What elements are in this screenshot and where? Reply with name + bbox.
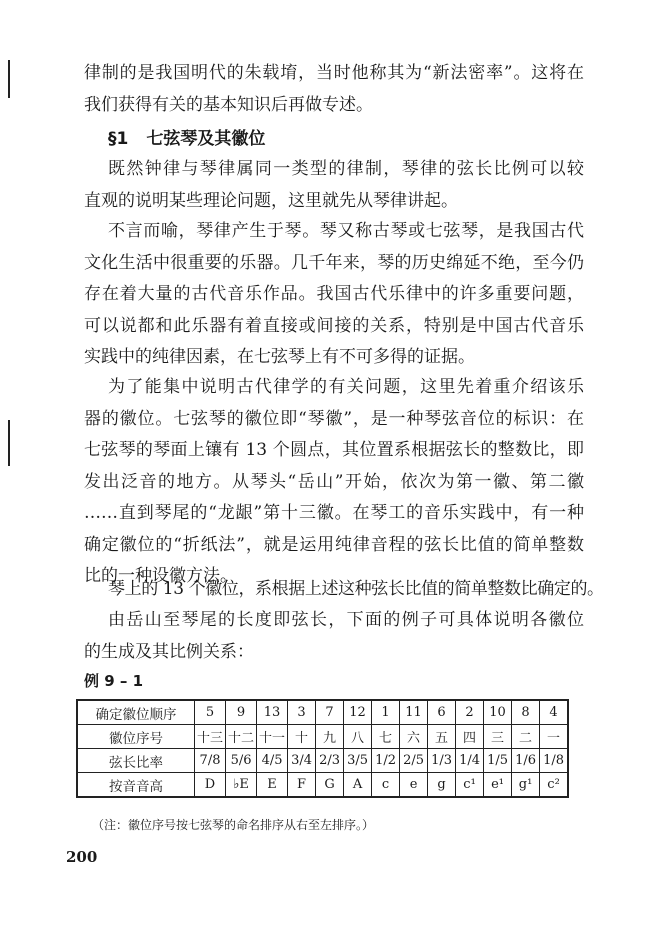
table-cell: 十 xyxy=(288,725,316,749)
table-cell: 八 xyxy=(344,725,372,749)
table-cell: 5/6 xyxy=(226,749,257,773)
text-line: 由岳山至琴尾的长度即弦长，下面的例子可具体说明各徽位 xyxy=(108,610,584,630)
table-cell: 七 xyxy=(372,725,400,749)
table-cell: 三 xyxy=(484,725,512,749)
table-cell: g¹ xyxy=(512,773,540,798)
paragraph-3 xyxy=(84,216,584,374)
page-number: 200 xyxy=(66,848,98,866)
table-cell: c² xyxy=(540,773,569,798)
row-header: 按音音高 xyxy=(77,773,195,798)
example-label: 例 9 – 1 xyxy=(84,672,144,690)
table-row xyxy=(77,749,568,773)
table-cell: E xyxy=(257,773,288,798)
text-line: 实践中的纯律因素，在七弦琴上有不可多得的证据。 xyxy=(84,347,475,367)
table-cell: 12 xyxy=(344,700,372,725)
paragraph-2 xyxy=(84,154,584,217)
table-cell: 1/4 xyxy=(456,749,484,773)
table-cell: 1 xyxy=(372,700,400,725)
table-cell: 十二 xyxy=(226,725,257,749)
table-note: （注：徽位序号按七弦琴的命名排序从右至左排序。） xyxy=(92,818,375,832)
text-line: 琴上的 13 个徽位，系根据上述这种弦长比值的简单整数比确定的。 xyxy=(108,579,604,599)
table-cell: 1/5 xyxy=(484,749,512,773)
text-line: 不言而喻，琴律产生于琴。琴又称古琴或七弦琴，是我国古代 xyxy=(108,221,584,241)
table-cell: 十三 xyxy=(195,725,226,749)
text-line: 存在着大量的古代音乐作品。我国古代乐律中的许多重要问题， xyxy=(84,284,584,304)
text-line: 发出泛音的地方。从琴头“岳山”开始，依次为第一徽、第二徽 xyxy=(84,471,584,492)
table-row xyxy=(77,773,568,798)
text-line: 七弦琴的琴面上镶有 13 个圆点，其位置系根据弦长的整数比，即 xyxy=(84,440,584,460)
text-line: 的生成及其比例关系： xyxy=(84,641,254,662)
text-line: 器的徽位。七弦琴的徽位即“琴徽”，是一种琴弦音位的标识：在 xyxy=(84,408,584,429)
text-line: ……直到琴尾的“龙龈”第十三徽。在琴工的音乐实践中，有一种 xyxy=(84,503,584,523)
table-cell: 二 xyxy=(512,725,540,749)
table-cell: 1/2 xyxy=(372,749,400,773)
section-number: §1 xyxy=(108,129,129,149)
table-cell: 13 xyxy=(257,700,288,725)
paragraph-6 xyxy=(84,605,584,668)
section-heading xyxy=(108,124,265,149)
table-cell: 四 xyxy=(456,725,484,749)
table-cell: G xyxy=(316,773,344,798)
table-cell: 2/5 xyxy=(400,749,428,773)
table-cell: 2 xyxy=(456,700,484,725)
paragraph-1 xyxy=(84,58,584,121)
table-cell: 9 xyxy=(226,700,257,725)
table-cell: g xyxy=(428,773,456,798)
scan-edge-mark xyxy=(8,60,10,98)
table-cell: 十一 xyxy=(257,725,288,749)
text-line: 直观的说明某些理论问题，这里就先从琴律讲起。 xyxy=(84,190,458,211)
table-cell: c¹ xyxy=(456,773,484,798)
table-cell: 五 xyxy=(428,725,456,749)
table-cell: 六 xyxy=(400,725,428,749)
table-cell: 3 xyxy=(288,700,316,725)
text-line: 既然钟律与琴律属同一类型的律制，琴律的弦长比例可以较 xyxy=(108,159,584,179)
row-header: 徽位序号 xyxy=(77,725,195,749)
table-cell: A xyxy=(344,773,372,798)
table-cell: 6 xyxy=(428,700,456,725)
table-cell: e xyxy=(400,773,428,798)
text-line: 确定徽位的“折纸法”，就是运用纯律音程的弦长比值的简单整数 xyxy=(84,534,584,555)
table-cell: 4/5 xyxy=(257,749,288,773)
table-cell: F xyxy=(288,773,316,798)
table-cell: 3/5 xyxy=(344,749,372,773)
table-cell: 5 xyxy=(195,700,226,725)
table-cell: 2/3 xyxy=(316,749,344,773)
text-line: 为了能集中说明古代律学的有关问题，这里先着重介绍该乐 xyxy=(108,377,584,397)
table-cell: 11 xyxy=(400,700,428,725)
table-cell: e¹ xyxy=(484,773,512,798)
text-line: 可以说都和此乐器有着直接或间接的关系，特别是中国古代音乐 xyxy=(84,315,584,336)
scan-edge-mark xyxy=(8,420,10,466)
table-cell: ♭E xyxy=(226,773,257,798)
table-cell: 1/3 xyxy=(428,749,456,773)
table-cell: 8 xyxy=(512,700,540,725)
table-cell: D xyxy=(195,773,226,798)
text-line: 文化生活中很重要的乐器。几千年来，琴的历史绵延不绝，至今仍 xyxy=(84,252,584,273)
table-cell: 3/4 xyxy=(288,749,316,773)
table-cell: 7 xyxy=(316,700,344,725)
table-row xyxy=(77,700,568,725)
row-header: 弦长比率 xyxy=(77,749,195,773)
text-line: 我们获得有关的基本知识后再做专述。 xyxy=(84,94,373,115)
row-header: 确定徽位顺序 xyxy=(77,700,195,725)
table-cell: c xyxy=(372,773,400,798)
table-cell: 一 xyxy=(540,725,569,749)
table-row xyxy=(77,725,568,749)
table-cell: 10 xyxy=(484,700,512,725)
table-cell: 1/6 xyxy=(512,749,540,773)
hui-position-table xyxy=(76,699,569,798)
table-cell: 九 xyxy=(316,725,344,749)
paragraph-5 xyxy=(84,574,604,606)
text-line: 律制的是我国明代的朱载堉，当时他称其为“新法密率”。这将在 xyxy=(84,63,584,83)
table-cell: 4 xyxy=(540,700,569,725)
text-line: 比的一种设徽方法。 xyxy=(84,566,237,586)
paragraph-4 xyxy=(84,372,584,593)
table-cell: 1/8 xyxy=(540,749,569,773)
section-title: 七弦琴及其徽位 xyxy=(146,129,266,149)
table-cell: 7/8 xyxy=(195,749,226,773)
